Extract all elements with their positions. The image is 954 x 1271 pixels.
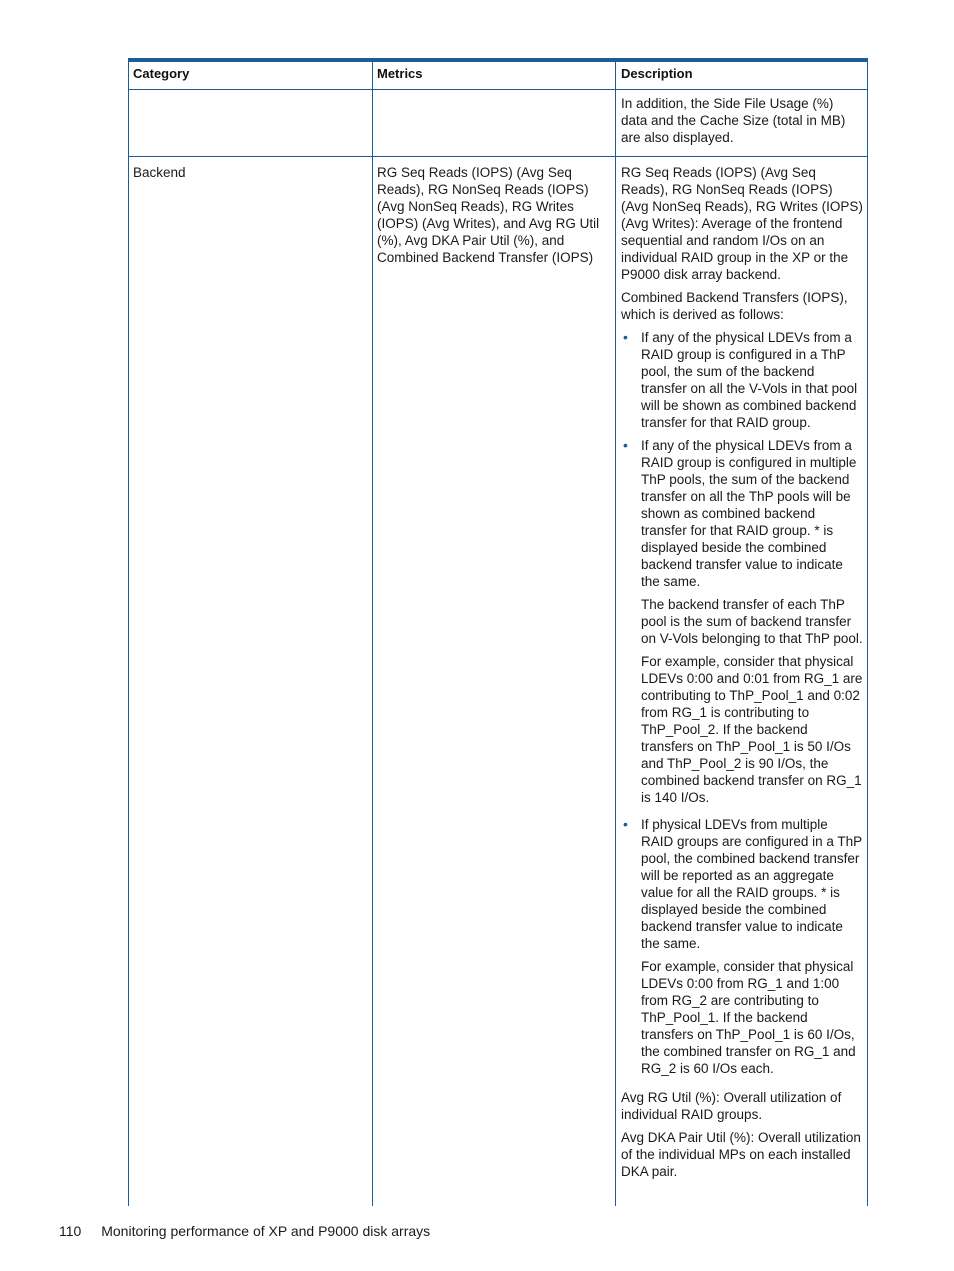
row2-category: Backend (133, 165, 186, 180)
header-metrics: Metrics (377, 66, 423, 81)
header-description: Description (621, 66, 693, 81)
page-footer (59, 1223, 430, 1239)
bullet-list (621, 329, 863, 1077)
list-item (621, 437, 863, 806)
bullet-subparagraph: The backend transfer of each ThP pool is the sum of backend transfer on V-Vols belonging to that ThP pool. (641, 597, 863, 646)
desc-paragraph: Avg RG Util (%): Overall utilization of individual RAID groups. (621, 1090, 842, 1122)
bullet-text: If any of the physical LDEVs from a RAID group is configured in a ThP pool, the sum of the backend transfer on all the V-Vols in that pool will be shown as combined backend transfer for that RAID group. (641, 330, 858, 430)
table-top-rule (128, 58, 868, 62)
bullet-icon: • (623, 329, 628, 345)
table-border-left (128, 58, 129, 1206)
bullet-text: If any of the physical LDEVs from a RAID group is configured in multiple ThP pools, the sum of the backend transfer on all the ThP pools will be shown as combined backend transfer for that RAID group. * is displayed beside the combined backend transfer value to indicate the same. (641, 438, 857, 589)
bullet-text: If physical LDEVs from multiple RAID groups are configured in a ThP pool, the combined backend transfer will be reported as an aggregate value for all the RAID groups. * is displayed beside the combined backend transfer value to indicate the same. (641, 817, 862, 951)
column-divider-1 (372, 58, 373, 1206)
row1-description: In addition, the Side File Usage (%) data and the Cache Size (total in MB) are also displayed. (621, 96, 846, 145)
footer-title: Monitoring performance of XP and P9000 disk arrays (101, 1223, 431, 1239)
bullet-subparagraph: For example, consider that physical LDEVs 0:00 and 0:01 from RG_1 are contributing to ThP_Pool_1 and 0:02 from RG_1 is contributing to ThP_Pool_2. If the backend transfers on ThP_Pool_1 is 50 I/Os and ThP_Pool_2 is 90 I/Os, the combined backend transfer on RG_1 is 140 I/Os. (641, 654, 863, 805)
bullet-icon: • (623, 816, 628, 832)
desc-paragraph: Combined Backend Transfers (IOPS), which is derived as follows: (621, 290, 848, 322)
header-category: Category (133, 66, 190, 81)
bullet-subparagraph: For example, consider that physical LDEVs 0:00 from RG_1 and 1:00 from RG_2 are contributing to ThP_Pool_1. If the backend transfers on ThP_Pool_1 is 60 I/Os, the combined transfer on RG_1 and RG_2 is 60 I/Os each. (641, 959, 856, 1076)
metrics-table (128, 58, 868, 1206)
page-number: 110 (59, 1223, 82, 1239)
table-border-right (867, 58, 868, 1206)
list-item (621, 816, 863, 1077)
row2-metrics: RG Seq Reads (IOPS) (Avg Seq Reads), RG NonSeq Reads (IOPS) (Avg NonSeq Reads), RG Writes (IOPS) (Avg Writes), and Avg RG Util (%), Avg DKA Pair Util (%), and Combined Backend Transfer (IOPS) (377, 165, 600, 265)
column-divider-2 (615, 58, 616, 1206)
bullet-icon: • (623, 437, 628, 453)
header-rule (128, 89, 868, 90)
row-rule (128, 156, 868, 157)
desc-paragraph: Avg DKA Pair Util (%): Overall utilization of the individual MPs on each installed DKA pair. (621, 1130, 861, 1179)
row2-description (621, 164, 863, 1186)
desc-paragraph: RG Seq Reads (IOPS) (Avg Seq Reads), RG NonSeq Reads (IOPS) (Avg NonSeq Reads), RG Writes (IOPS) (Avg Writes): Average of the frontend sequential and random I/Os on an individual RAID group in the XP or the P9000 disk array backend. (621, 165, 863, 282)
list-item (621, 329, 863, 431)
